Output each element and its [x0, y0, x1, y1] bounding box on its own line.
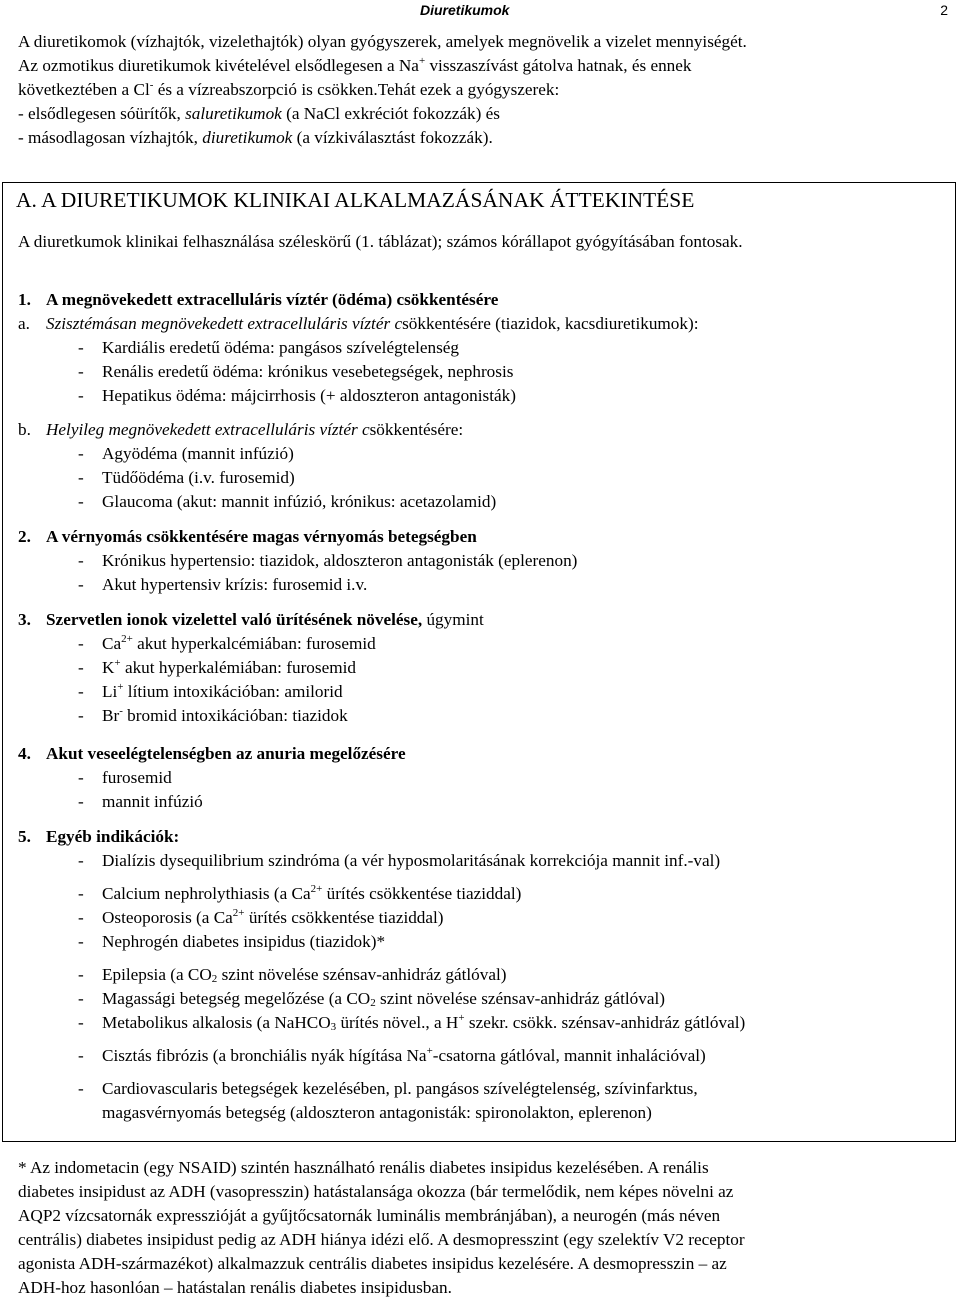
intro-line: - másodlagosan vízhajtók, diuretikumok (a vízkiválasztást fokozzák). [18, 128, 493, 147]
indication-4 [18, 742, 948, 814]
page-number: 2 [940, 2, 948, 18]
page-header [0, 0, 960, 18]
indication-1a-list [18, 336, 948, 408]
indication-3-title: 3. Szervetlen ionok vizelettel való ürítésének növelése, úgymint [18, 610, 484, 629]
indication-1-title: 1. A megnövekedett extracelluláris víztér (ödéma) csökkentésére [18, 290, 499, 309]
list-item: - $Ca^{2+}$ akut hyperkalcémiában: furosemid [18, 632, 948, 656]
footnote-line: centrális) diabetes insipidust pedig az ADH hiánya idézi elő. A desmopresszint (egy szelektív V2 receptor [18, 1230, 745, 1249]
intro-paragraph [18, 30, 948, 150]
list-item: - Epilepsia (a $CO_2$ szint növelése szénsav-anhidráz gátlóval) [18, 963, 948, 987]
list-item: - K+ akut hyperkalémiában: furosemid [18, 656, 948, 680]
list-item: - Agyödéma (mannit infúzió) [18, 442, 948, 466]
list-item: - Kardiális eredetű ödéma: pangásos szívelégtelenség [18, 336, 948, 360]
footnote-line: agonista ADH-származékot) alkalmazzuk centrális diabetes insipidus kezelésére. A desmopresszin – az [18, 1254, 727, 1273]
list-item: - Glaucoma (akut: mannit infúzió, krónikus: acetazolamid) [18, 490, 948, 514]
footnote-line: * Az indometacin (egy NSAID) szintén használható renális diabetes insipidus kezelésében. A renális [18, 1158, 709, 1177]
indication-4-title: 4. Akut veseelégtelenségben az anuria megelőzésére [18, 744, 406, 763]
list-item: - Metabolikus alkalosis (a NaHCO$_3$ ürítés növel., a H+ szekr. csökk. szénsav-anhidráz gátlóval) [18, 1011, 948, 1035]
list-item: - Renális eredetű ödéma: krónikus vesebetegségek, nephrosis [18, 360, 948, 384]
intro-line: - elsődlegesen sóürítők, saluretikumok (a NaCl exkréciót fokozzák) és [18, 104, 500, 123]
indication-5 [18, 825, 948, 1125]
indication-5-list [18, 849, 948, 1125]
list-item: - Cisztás fibrózis (a bronchiális nyák hígítása Na+-csatorna gátlóval, mannit inhalációval) [18, 1044, 948, 1068]
list-item: - mannit infúzió [18, 790, 948, 814]
footnote [18, 1156, 948, 1300]
indication-4-list [18, 766, 948, 814]
list-item: - Tüdőödéma (i.v. furosemid) [18, 466, 948, 490]
indication-2-list [18, 549, 948, 597]
intro-line: A diuretikomok (vízhajtók, vizelethajtók) olyan gyógyszerek, amelyek megnövelik a vizelet mennyiségét. [18, 32, 747, 51]
list-item: - Magassági betegség megelőzése (a $CO_2$ szint növelése szénsav-anhidráz gátlóval) [18, 987, 948, 1011]
footnote-line: diabetes insipidust az ADH (vasopresszin) hatástalansága okozza (bár termelődik, nem képes növelni az [18, 1182, 734, 1201]
section-intro: A diuretkumok klinikai felhasználása széleskörű (1. táblázat); számos kórállapot gyógyításában fontosak. [18, 232, 743, 251]
footnote-line: AQP2 vízcsatornák expresszióját a gyűjtőcsatornák luminális membránjában), a neurogén (más néven [18, 1206, 721, 1225]
indication-1b: b. Helyileg megnövekedett extracelluláris víztér csökkentésére: [18, 420, 464, 439]
list-item: - Osteoporosis (a $Ca^{2+}$ ürítés csökkentése tiaziddal) [18, 906, 948, 930]
indication-3 [18, 608, 948, 728]
indication-5-title: 5. Egyéb indikációk: [18, 827, 180, 846]
running-title: Diuretikumok [420, 2, 510, 18]
indication-2 [18, 525, 948, 597]
list-item: - Dialízis dysequilibrium szindróma (a vér hyposmolaritásának korrekciója mannit inf.-val) [18, 849, 948, 873]
indication-1a: a. Szisztémásan megnövekedett extracelluláris víztér csökkentésére (tiazidok, kacsdiuretikumok): [18, 314, 699, 333]
list-item: - Akut hypertensiv krízis: furosemid i.v. [18, 573, 948, 597]
list-item: - Calcium nephrolythiasis (a $Ca^{2+}$ ürítés csökkentése tiaziddal) [18, 882, 948, 906]
list-item: - Nephrogén diabetes insipidus (tiazidok)* [18, 930, 948, 954]
list-item: - furosemid [18, 766, 948, 790]
intro-line: következtében a Cl- és a vízreabszorpció is csökken.Tehát ezek a gyógyszerek: [18, 79, 560, 99]
list-item: - Cardiovascularis betegségek kezelésében, pl. pangásos szívelégtelenség, szívinfarktus, magasvérnyomás betegség (aldoszteron antagonisták: spironolakton, eplerenon) [18, 1077, 948, 1125]
list-item: - Krónikus hypertensio: tiazidok, aldoszteron antagonisták (eplerenon) [18, 549, 948, 573]
list-item: - Br- bromid intoxikációban: tiazidok [18, 704, 948, 728]
indication-1 [18, 288, 948, 514]
footnote-line: ADH-hoz hasonlóan – hatástalan renális diabetes insipidusban. [18, 1278, 452, 1297]
section-title: A. A DIURETIKUMOK KLINIKAI ALKALMAZÁSÁNAK ÁTTEKINTÉSE [16, 188, 695, 212]
list-item: - Li+ lítium intoxikációban: amilorid [18, 680, 948, 704]
indication-2-title: 2. A vérnyomás csökkentésére magas vérnyomás betegségben [18, 527, 477, 546]
indication-1b-list [18, 442, 948, 514]
intro-line: Az ozmotikus diuretikumok kivételével elsődlegesen a Na+ visszaszívást gátolva hatnak, és ennek [18, 55, 692, 75]
list-item: - Hepatikus ödéma: májcirrhosis (+ aldoszteron antagonisták) [18, 384, 948, 408]
indication-3-list [18, 632, 948, 728]
